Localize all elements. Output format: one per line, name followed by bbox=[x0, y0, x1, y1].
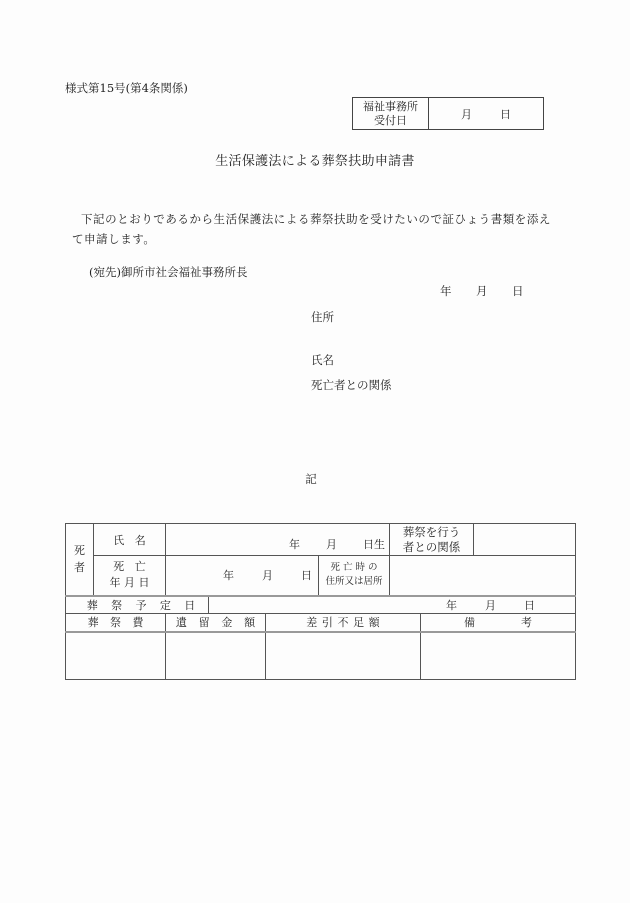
funeral-cost-field[interactable] bbox=[66, 632, 166, 680]
receipt-label: 福祉事務所 受付日 bbox=[353, 98, 429, 129]
receipt-date-box bbox=[352, 97, 544, 130]
funeral-aid-table bbox=[65, 523, 576, 680]
death-date-label: 死 亡 年 月 日 bbox=[94, 556, 166, 596]
applicant-name-label: 氏名 bbox=[311, 353, 334, 367]
remarks-field[interactable] bbox=[421, 632, 576, 680]
death-address-label: 死 亡 時 の 住所又は居所 bbox=[319, 556, 390, 596]
funeral-relation-field[interactable] bbox=[474, 524, 576, 556]
name-label: 氏 名 bbox=[94, 524, 166, 556]
applicant-relation-label: 死亡者との関係 bbox=[311, 378, 392, 392]
receipt-month: 月 bbox=[461, 107, 472, 121]
death-date-field[interactable]: 年 月 日 bbox=[166, 556, 319, 596]
death-address-field[interactable] bbox=[390, 556, 576, 596]
col-funeral-cost-header: 葬 祭 費 bbox=[66, 614, 166, 632]
addressee: (宛先)御所市社会福祉事務所長 bbox=[89, 265, 248, 279]
scheduled-date-label: 葬 祭 予 定 日 bbox=[66, 596, 209, 614]
body-text: 下記のとおりであるから生活保護法による葬祭扶助を受けたいので証ひょう書類を添えて申請します。 bbox=[72, 212, 551, 246]
scheduled-date-field[interactable]: 年 月 日 bbox=[209, 596, 576, 614]
col-shortfall-header: 差 引 不 足 額 bbox=[266, 614, 421, 632]
shortfall-field[interactable] bbox=[266, 632, 421, 680]
deceased-label: 死 者 bbox=[66, 524, 94, 596]
receipt-date-field[interactable] bbox=[429, 98, 543, 129]
col-remarks-header: 備 考 bbox=[421, 614, 576, 632]
document-title: 生活保護法による葬祭扶助申請書 bbox=[215, 154, 415, 169]
estate-amount-field[interactable] bbox=[166, 632, 266, 680]
deceased-name-birth-field[interactable]: 年 月 日生 bbox=[166, 524, 390, 556]
col-estate-amount-header: 遺 留 金 額 bbox=[166, 614, 266, 632]
form-number: 様式第15号(第4条関係) bbox=[65, 81, 188, 95]
application-date[interactable]: 年 月 日 bbox=[440, 284, 524, 298]
funeral-relation-label: 葬祭を行う 者との関係 bbox=[390, 524, 474, 556]
ki-heading: 記 bbox=[305, 472, 317, 486]
applicant-address-label: 住所 bbox=[311, 310, 334, 324]
receipt-day: 日 bbox=[500, 107, 511, 121]
